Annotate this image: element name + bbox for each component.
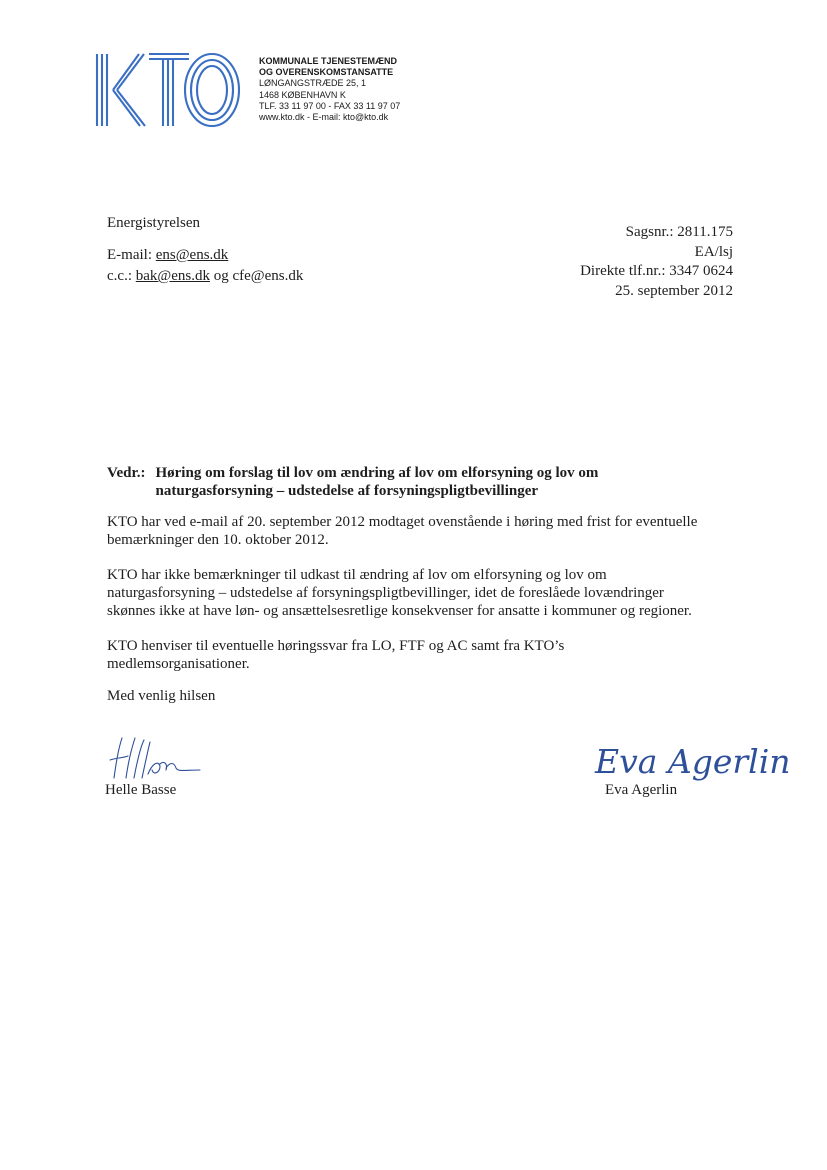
- paragraph-1: KTO har ved e-mail af 20. september 2012 modtaget ovenstående i høring med frist for eventuelle bemærkninger den 10. oktober 2012.: [107, 514, 698, 548]
- signature-helle-basse: [104, 734, 204, 784]
- case-number: Sagsnr.: 2811.175: [625, 224, 733, 240]
- cc-label: c.c.:: [107, 268, 132, 284]
- paragraph-3: KTO henviser til eventuelle høringssvar fra LO, FTF og AC samt fra KTO’s medlemsorganisationer.: [107, 638, 565, 672]
- recipient-name: Energistyrelsen: [107, 215, 201, 231]
- closing: Med venlig hilsen: [107, 688, 216, 704]
- kto-logo: [93, 48, 243, 130]
- paragraph-2: KTO har ikke bemærkninger til udkast til ændring af lov om elforsyning og lov om naturgasforsyning – udstedelse af forsyningspligtbevillinger, idet de foreslåede lovændringer skønnes ikke at have løn- og ansættelsesretlige konsekvenser for ansatte i kommuner og regioner.: [107, 567, 692, 619]
- org-web-email: www.kto.dk - E-mail: kto@kto.dk: [259, 112, 389, 123]
- subject-line: [107, 464, 700, 500]
- organization-address: [259, 56, 400, 123]
- initials: EA/lsj: [694, 243, 733, 260]
- org-name-line2: OG OVERENSKOMSTANSATTE: [259, 67, 394, 78]
- email-label: E-mail:: [107, 247, 152, 263]
- cc-email-2: cfe@ens.dk: [232, 268, 304, 284]
- letter-body: [107, 464, 700, 705]
- letter-meta: [580, 223, 733, 301]
- cc-join: og: [213, 268, 229, 284]
- signatory-left-name: Helle Basse: [105, 782, 177, 798]
- recipient-block: [107, 213, 303, 287]
- cc-line: [107, 266, 303, 287]
- cc-email-link-1[interactable]: bak@ens.dk: [135, 268, 210, 284]
- subject-label: Vedr.:: [107, 465, 146, 481]
- direct-phone: Direkte tlf.nr.: 3347 0624: [580, 263, 733, 279]
- svg-text:Eva Agerlin: Eva Agerlin: [595, 742, 791, 781]
- org-street: LØNGANGSTRÆDE 25, 1: [259, 78, 367, 89]
- org-city: 1468 KØBENHAVN K: [259, 89, 346, 100]
- subject-text: Høring om forslag til lov om ændring af lov om elforsyning og lov om naturgasforsyning – udstedelse af forsyningspligtbevillinger: [155, 465, 599, 499]
- recipient-email-link[interactable]: ens@ens.dk: [155, 247, 229, 263]
- signatory-right-name: Eva Agerlin: [605, 782, 678, 798]
- org-name-line1: KOMMUNALE TJENESTEMÆND: [259, 56, 398, 66]
- org-phone: TLF. 33 11 97 00 - FAX 33 11 97 07: [259, 100, 401, 111]
- letter-date: 25. september 2012: [615, 282, 733, 299]
- recipient-email-line: [107, 245, 303, 266]
- signature-eva-agerlin: [593, 727, 791, 787]
